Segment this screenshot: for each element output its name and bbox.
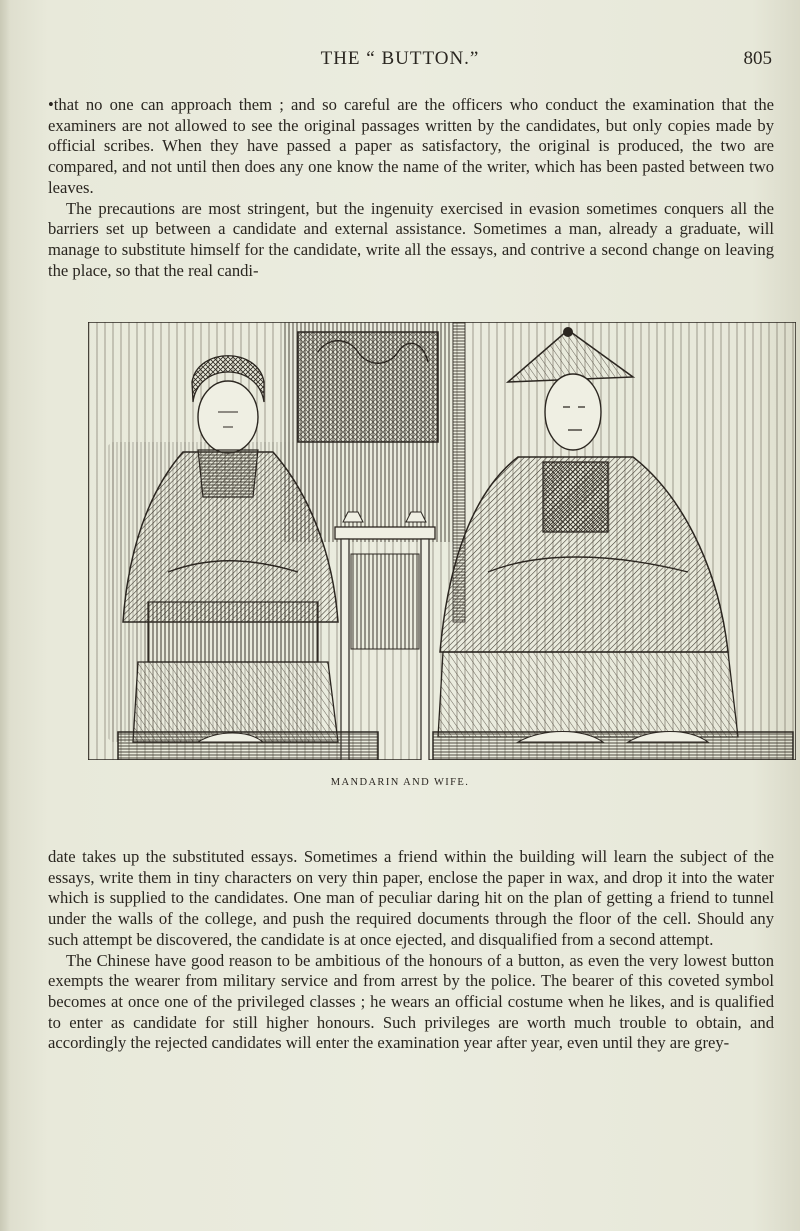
- paragraph-examiners: •that no one can approach them ; and so careful are the officers who conduct the examination that the examiners are not allowed to see the original passages written by the candidates, but only copies made by official scribes. When they have passed a paper as satisfactory, the original is produced, the two are compared, and not until then does any one know the name of the writer, which has been pasted between two leaves.: [48, 95, 774, 197]
- running-head: [0, 48, 800, 72]
- paragraph-precautions: The precautions are most stringent, but the ingenuity exercised in evasion sometimes conquers all the barriers set up between a candidate and external assistance. Sometimes a man, already a graduate, will manage to substitute himself for the candidate, write all the essays, and contrive a second change on leaving the place, so that the real candi-: [48, 198, 774, 280]
- page-gutter-shadow: [0, 0, 10, 1231]
- page-number: 805: [743, 48, 772, 69]
- mandarin-and-wife-engraving: [88, 322, 796, 760]
- figure-caption: MANDARIN AND WIFE.: [330, 777, 470, 788]
- text-block-top: [48, 95, 774, 281]
- running-title: THE “ BUTTON.”: [320, 48, 480, 69]
- paragraph-cheating-methods: date takes up the substituted essays. Sometimes a friend within the building will learn the subject of the essays, write them in tiny characters on very thin paper, enclose the paper in wax, and drop it into the water which is supplied to the candidates. One man of peculiar daring hit on the plan of getting a friend to tunnel under the walls of the college, and push the required documents through the floor of the cell. Should any such attempt be discovered, the candidate is at once ejected, and disqualified from a second attempt.: [48, 847, 774, 949]
- text-block-bottom: [48, 847, 774, 1054]
- footstools: [118, 732, 793, 761]
- paragraph-button-honours: The Chinese have good reason to be ambitious of the honours of a button, as even the very lowest button exempts the wearer from military service and from arrest by the police. The bearer of this coveted symbol becomes at once one of the privileged classes ; he wears an official costume when he likes, and is qualified to enter as candidate for still higher honours. Such privileges are worth much trouble to obtain, and accordingly the rejected candidates will enter the examination year after year, even until they are grey-: [48, 950, 774, 1053]
